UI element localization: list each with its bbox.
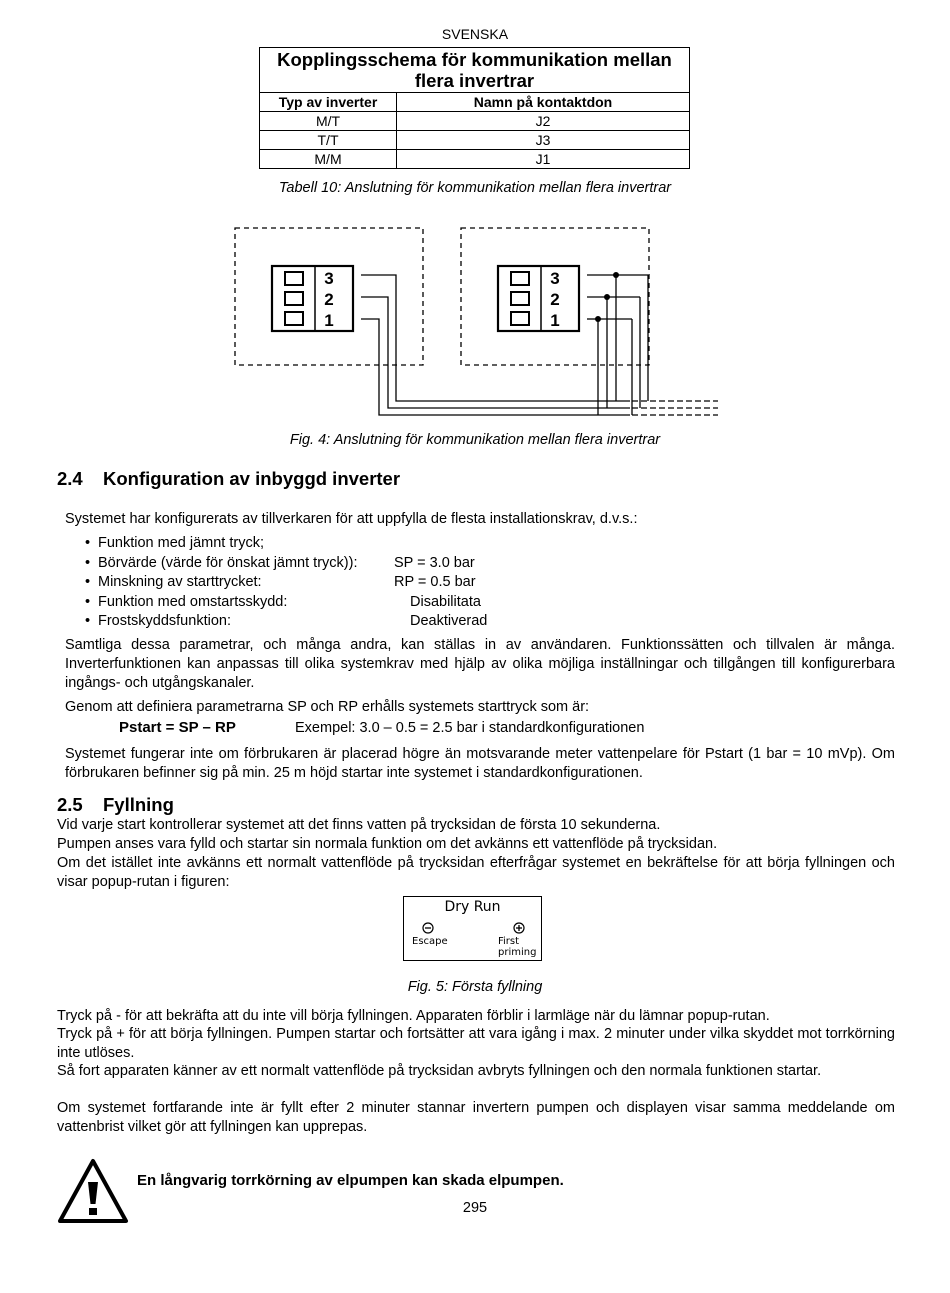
terminal-label: 1 [550, 311, 560, 330]
table-row [260, 112, 690, 131]
table-title: Kopplingsschema för kommunikation mellan flera invertrar [259, 47, 690, 92]
pstart-formula: Pstart = SP – RP [119, 719, 236, 736]
section-heading-2-5 [57, 794, 174, 816]
section-title: Konfiguration av inbyggd inverter [103, 468, 401, 489]
connection-table [259, 47, 690, 169]
table-cell-connector: J2 [397, 112, 690, 131]
list-item: • Frostskyddsfunktion: [85, 613, 231, 629]
minus-circle-icon [422, 922, 434, 934]
section25-line1: Vid varje start kontrollerar systemet att det finns vatten på trycksidan de första 10 sekunderna. [57, 817, 661, 833]
table-cell-connector: J3 [397, 131, 690, 150]
list-item-value: RP = 0.5 bar [394, 574, 476, 590]
table-row [260, 131, 690, 150]
section25-line2: Pumpen anses vara fylld och startar sin normala funktion om det avkänns ett vattenflöde på trycksidan. [57, 836, 718, 852]
section25-after4: Om systemet fortfarande inte är fyllt efter 2 minuter stannar invertern pumpen och displayen visar samma meddelande om vattenbrist vilket gör att fyllningen kan upprepas. [57, 1100, 895, 1135]
warning-text: En långvarig torrkörning av elpumpen kan skada elpumpen. [137, 1172, 564, 1189]
section25-after3: Så fort apparaten känner av ett normalt vattenflöde på trycksidan avbryts fyllningen och den normala funktionen startar. [57, 1063, 822, 1079]
table-cell-connector: J1 [397, 150, 690, 169]
list-item-value: SP = 3.0 bar [394, 555, 475, 571]
section-heading-2-4 [57, 468, 400, 490]
list-item: • Minskning av starttrycket: [85, 574, 262, 590]
terminal-label: 2 [550, 290, 560, 309]
terminal-label: 2 [324, 290, 334, 309]
wire-left-2 [361, 297, 630, 408]
pstart-example: Exempel: 3.0 – 0.5 = 2.5 bar i standardkonfigurationen [295, 720, 645, 736]
wire-left-3 [361, 275, 630, 401]
list-item: • Funktion med jämnt tryck; [85, 535, 264, 551]
section-title: Fyllning [103, 794, 174, 815]
section24-para2: Genom att definiera parametrarna SP och RP erhålls systemets starttryck som är: [65, 699, 590, 715]
table-row [260, 150, 690, 169]
list-item: • Funktion med omstartsskydd: [85, 594, 288, 610]
table-cell-type: M/T [260, 112, 397, 131]
terminal-label: 1 [324, 311, 334, 330]
list-item: • Börvärde (värde för önskat jämnt tryck)): [85, 555, 358, 571]
list-item-value: Deaktiverad [410, 613, 488, 629]
terminal-label: 3 [550, 269, 560, 288]
plus-circle-icon [513, 922, 525, 934]
language-header: SVENSKA [441, 26, 509, 42]
section24-para1: Samtliga dessa parametrar, och många andra, kan ställas in av användaren. Funktionssätten och tillvalen är många. Inverterfunktionen kan anpassas till olika systemkrav med hjälp av olika möjliga inställningar och tillgången till konfigurerbara ingångs- och utgångskanaler. [65, 637, 895, 691]
popup-first-label: First [498, 936, 520, 947]
section-number: 2.5 [57, 794, 83, 815]
table-cell-type: T/T [260, 131, 397, 150]
terminal-label: 3 [324, 269, 334, 288]
section25-after2: Tryck på + för att börja fyllningen. Pumpen startar och fortsätter att vara igång i max. 2 minuter under vilka skyddet mot torrkörning inte utlöses. [57, 1026, 895, 1061]
popup-escape-label: Escape [412, 936, 448, 947]
table-header-connector: Namn på kontaktdon [397, 93, 690, 112]
popup-title: Dry Run [444, 899, 501, 915]
table-cell-type: M/M [260, 150, 397, 169]
table-header-type: Typ av inverter [260, 93, 397, 112]
table-caption: Tabell 10: Anslutning för kommunikation mellan flera invertrar [278, 180, 672, 196]
popup-priming-label: priming [498, 947, 537, 958]
section24-intro: Systemet har konfigurerats av tillverkaren för att uppfylla de flesta installationskrav, d.v.s.: [65, 511, 638, 527]
section24-para3: Systemet fungerar inte om förbrukaren är placerad högre än motsvarande meter vattenpelare för Pstart (1 bar = 10 mVp). Om förbrukaren befinner sig på min. 25 m höjd startar inte systemet i standardkonfigurationen. [65, 746, 895, 781]
list-item-value: Disabilitata [410, 594, 481, 610]
page-number: 295 [462, 1200, 488, 1216]
figure4-caption: Fig. 4: Anslutning för kommunikation mellan flera invertrar [289, 432, 661, 448]
section-number: 2.4 [57, 468, 83, 489]
wiring-diagram [220, 220, 730, 425]
figure5-caption: Fig. 5: Första fyllning [407, 979, 543, 995]
dry-run-popup [403, 896, 542, 961]
section25-line3: Om det istället inte avkänns ett normalt vattenflöde på trycksidan efterfrågar systemet en bekräftelse för att börja fyllningen och visar popup-rutan i figuren: [57, 855, 895, 890]
section25-after1: Tryck på - för att bekräfta att du inte vill börja fyllningen. Apparaten förblir i larmläge när du lämnar popup-rutan. [57, 1008, 770, 1024]
